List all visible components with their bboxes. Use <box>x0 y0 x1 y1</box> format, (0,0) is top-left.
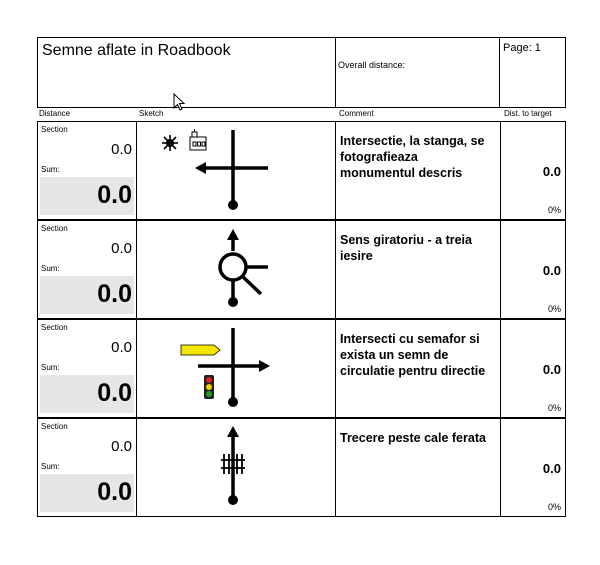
sum-box <box>40 375 134 413</box>
roadbook-row <box>37 121 566 220</box>
sum-box <box>40 177 134 215</box>
column-header-sketch: Sketch <box>139 109 164 118</box>
traffic-light-icon <box>204 375 214 399</box>
sum-box <box>40 474 134 512</box>
sum-label: Sum: <box>41 462 60 471</box>
target-cell <box>500 419 565 516</box>
sum-box <box>40 276 134 314</box>
column-header-comment: Comment <box>339 109 374 118</box>
section-label: Section <box>41 422 68 431</box>
comment-text: Intersectie, la stanga, se fotografieaza monumentul descris <box>340 134 485 180</box>
comment-cell <box>335 122 501 219</box>
target-percent: 0% <box>547 205 561 215</box>
target-cell <box>500 221 565 318</box>
sketch-cell <box>136 221 336 318</box>
comment-text: Intersecti cu semafor si exista un semn de circulatie pentru directie <box>340 332 486 378</box>
mouse-pointer-icon <box>173 93 187 113</box>
target-percent: 0% <box>547 403 561 413</box>
column-header-distance: Distance <box>39 109 71 118</box>
column-header-target: Dist. to target <box>504 109 552 118</box>
sum-label: Sum: <box>41 165 60 174</box>
sum-value: 0.0 <box>97 280 132 308</box>
monument-building-icon <box>190 129 206 150</box>
roadbook-row <box>37 418 566 517</box>
target-value: 0.0 <box>542 461 561 476</box>
sketch-cell <box>136 122 336 219</box>
sum-label: Sum: <box>41 264 60 273</box>
sum-label: Sum: <box>41 363 60 372</box>
page-title: Semne aflate in Roadbook <box>42 42 231 59</box>
sun-icon <box>162 135 178 151</box>
section-value: 0.0 <box>111 339 132 356</box>
distance-cell <box>38 122 137 219</box>
page-number: Page: 1 <box>503 42 541 54</box>
comment-cell <box>335 419 501 516</box>
sketch-cell <box>136 419 336 516</box>
roundabout-arrow-icon <box>220 229 268 307</box>
direction-sign-icon <box>181 345 220 355</box>
target-value: 0.0 <box>542 362 561 377</box>
roadbook-page <box>37 37 566 518</box>
target-cell <box>500 320 565 417</box>
section-label: Section <box>41 125 68 134</box>
comment-text: Trecere peste cale ferata <box>340 431 486 445</box>
overall-distance-cell <box>335 37 500 108</box>
sum-value: 0.0 <box>97 379 132 407</box>
section-value: 0.0 <box>111 240 132 257</box>
sketch-cell <box>136 320 336 417</box>
target-value: 0.0 <box>542 263 561 278</box>
section-value: 0.0 <box>111 438 132 455</box>
comment-cell <box>335 221 501 318</box>
distance-cell <box>38 221 137 318</box>
distance-cell <box>38 320 137 417</box>
page-number-cell <box>499 37 566 108</box>
target-cell <box>500 122 565 219</box>
section-label: Section <box>41 224 68 233</box>
target-value: 0.0 <box>542 164 561 179</box>
sum-value: 0.0 <box>97 181 132 209</box>
sum-value: 0.0 <box>97 478 132 506</box>
distance-cell <box>38 419 137 516</box>
target-percent: 0% <box>547 502 561 512</box>
roadbook-row <box>37 220 566 319</box>
section-label: Section <box>41 323 68 332</box>
roadbook-row <box>37 319 566 418</box>
comment-cell <box>335 320 501 417</box>
target-percent: 0% <box>547 304 561 314</box>
section-value: 0.0 <box>111 141 132 158</box>
overall-distance-label: Overall distance: <box>338 60 406 70</box>
comment-text: Sens giratoriu - a treia iesire <box>340 233 472 263</box>
